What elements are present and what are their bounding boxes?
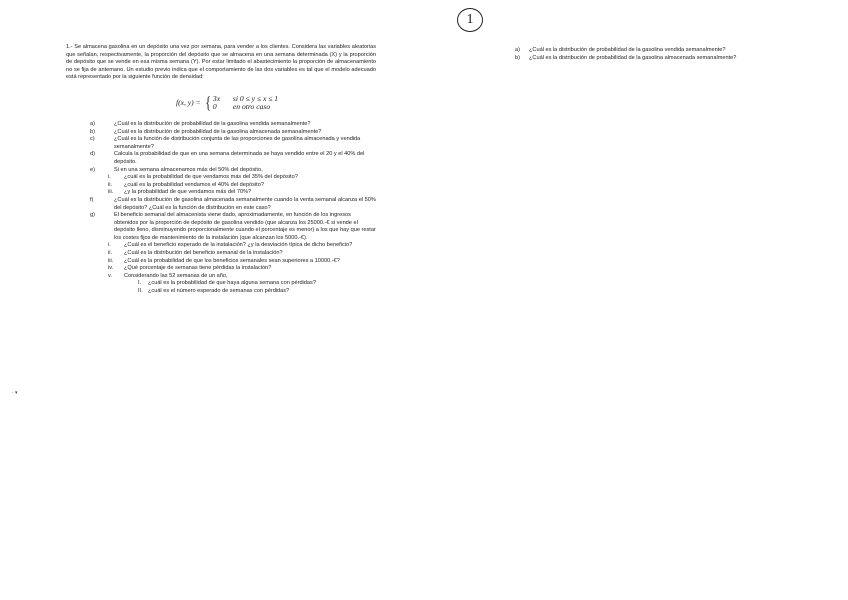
question-e-i [66,174,376,182]
subquestion-text: ¿cuál es la probabilidad de que vendamos más del 35% del depósito? [124,174,298,181]
formula-brace: { [204,92,211,112]
case2-value: 0 [212,101,217,111]
question-f [66,197,376,212]
question-a [66,121,376,129]
question-g-v-II [66,288,376,296]
question-text: ¿Cuál es la distribución de probabilidad de la gasolina vendida semanalmente? [529,47,726,53]
formula-lhs: f(x, y) = [176,97,201,107]
right-question-b [515,55,815,63]
right-question-a [515,47,815,55]
question-text: ¿Cuál es la función de distribución conjunta de las proporciones de gasolina almacenada y vendida semanalmente? [114,136,361,150]
subquestion-marker: ii. [108,181,113,188]
left-column [66,44,376,296]
question-d [66,151,376,166]
question-list [66,121,376,296]
subquestion-text: ¿Cuál es el beneficio esperado de la instalación? ¿y la desviación típica de dicho beneficio? [124,242,353,249]
formula-cases [213,95,278,111]
subquestion-text: ¿cuál es la probabilidad vendamos el 40% del depósito? [124,181,264,188]
question-g-i [66,242,376,250]
formula-case-2 [213,103,278,111]
subsubquestion-marker: I. [138,280,142,287]
density-formula [176,92,376,112]
question-marker: c) [90,136,95,143]
subquestion-marker: i. [108,242,111,249]
question-text: Calcula la probabilidad de que en una semana determinada se haya vendido entre el 20 y el 40% del depósito. [114,151,365,165]
question-marker: g) [90,212,95,219]
question-e [66,167,376,175]
question-g [66,212,376,242]
subsubquestion-marker: II. [138,288,143,295]
subsubquestion-text: ¿cuál es el número esperado de semanas con pérdidas? [148,288,290,295]
subquestion-marker: iii. [108,189,114,196]
question-b [66,129,376,137]
question-marker: a) [515,47,520,53]
question-g-iv [66,265,376,273]
case1-value: 3x [212,93,221,103]
case2-condition: en otro caso [232,101,271,111]
question-text: Si en una semana almacenamos más del 50% del depósito, [114,166,263,173]
question-text: ¿Cuál es la distribución de probabilidad de la gasolina almacenada semanalmente? [529,54,737,61]
scan-speck: · ▾ [12,390,18,396]
question-g-v [66,273,376,281]
question-marker: b) [515,54,520,61]
question-c [66,136,376,151]
subquestion-text: ¿y la probabilidad de que vendamos más del 70%? [124,189,252,196]
right-column [515,47,815,62]
question-g-ii [66,250,376,258]
subquestion-text: ¿Qué porcentaje de semanas tiene pérdidas la instalación? [124,265,272,272]
question-marker: f) [90,196,94,203]
question-e-ii [66,182,376,190]
question-g-v-I [66,280,376,288]
question-e-iii [66,189,376,197]
subquestion-marker: iv. [108,265,114,272]
question-text: ¿Cuál es la distribución de gasolina almacenada semanalmente cuando la venta semanal alcanza el 50% del depósito? ¿Cuál es la función de distribución en este caso? [114,196,376,211]
question-marker: d) [90,151,95,158]
subsubquestion-text: ¿cuál es la probabilidad de que haya alguna semana con pérdidas? [148,280,316,287]
subquestion-marker: v. [108,272,112,279]
subquestion-marker: ii. [108,250,113,257]
question-marker: a) [90,120,95,127]
question-text: ¿Cuál es la distribución de probabilidad de la gasolina almacenada semanalmente? [114,128,322,135]
question-marker: e) [90,166,95,173]
subquestion-text: ¿Cuál es la probabilidad de que los beneficios semanales sean superiores a 10000.-€? [124,257,340,264]
question-text: El beneficio semanal del almacenista viene dado, aproximadamente, en función de los ingresos obtenidos por la proporción de depósito de gasolina vendido (que alcanza los 25000.-€ si vende el depósito lleno, disminuyendo proporcionalmente cuando el porcentaje es menor) a los que hay que restar los costes fijos de mantenimiento de la instalación (que alcanzan los 5000.-€). [114,212,376,241]
page-number-circle: 1 [457,8,483,32]
subquestion-marker: iii. [108,257,114,264]
subquestion-marker: i. [108,174,111,181]
case1-condition: si 0 ≤ y ≤ x ≤ 1 [232,93,279,103]
problem-intro: 1.- Se almacena gasolina en un depósito una vez por semana, para vender a los clientes. Considera las variables aleatorias que señalan, respectivamente, la proporción del depósito que se almacena en una semana determinada (X) y la proporción de depósito que se vende en esa misma semana (Y). Por estar limitado el abastecimiento la proporción de almacenamiento no se fija de antemano. Un estudio previo indica que el comportamiento de las dos variables es tal que el modelo adecuado está representado por la siguiente función de densidad: [66,44,376,81]
subquestion-text: Considerando las 52 semanas de un año, [124,272,228,279]
question-g-iii [66,258,376,266]
subquestion-text: ¿Cuál es la distribución del beneficio semanal de la instalación? [124,250,283,257]
question-marker: b) [90,128,95,135]
question-text: ¿Cuál es la distribución de probabilidad de la gasolina vendida semanalmente? [114,120,311,127]
